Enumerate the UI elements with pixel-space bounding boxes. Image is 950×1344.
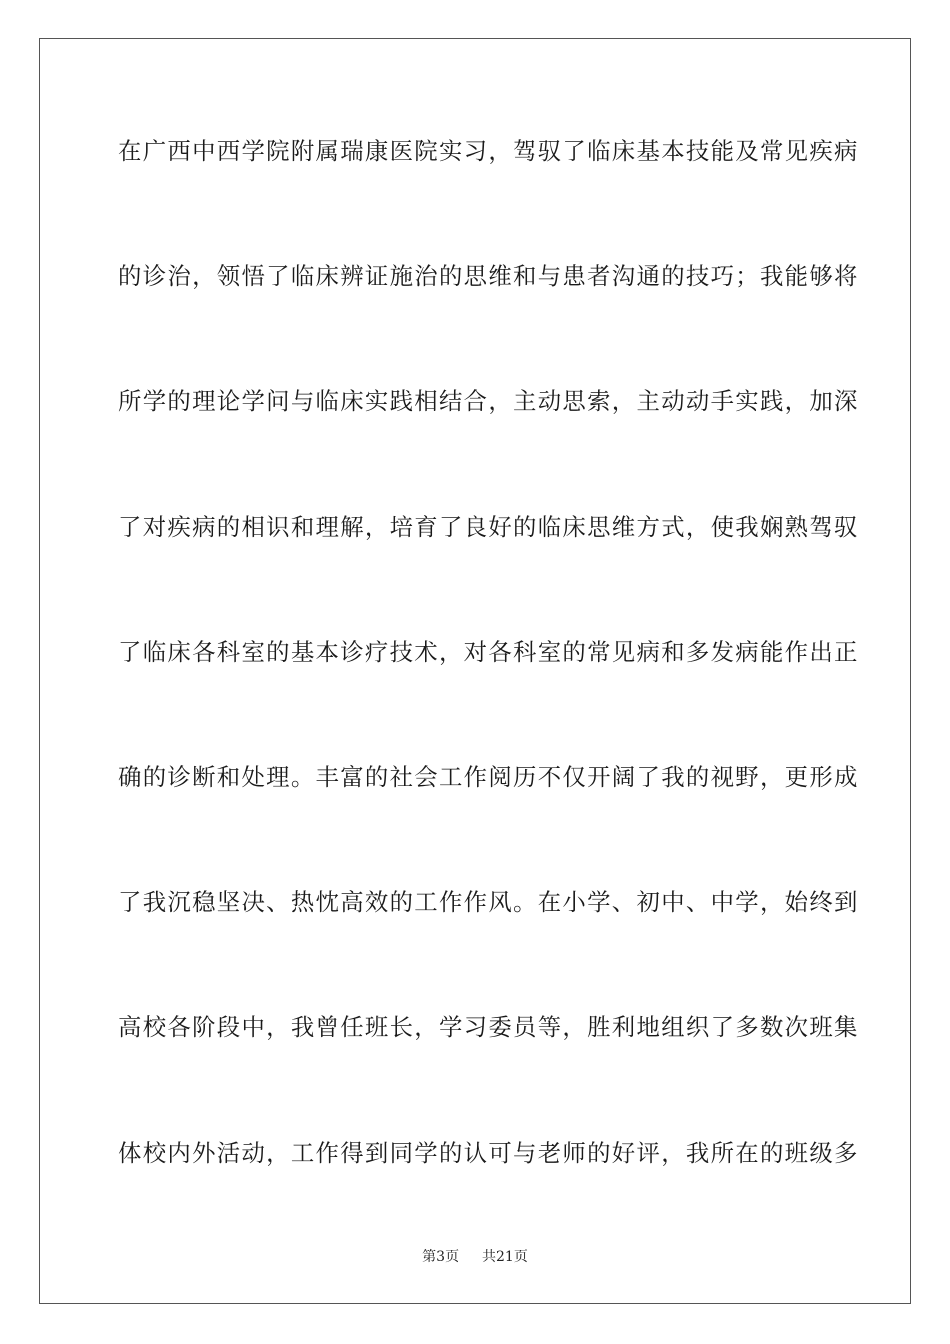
text-line: 的诊治，领悟了临床辨证施治的思维和与患者沟通的技巧；我能够将 [118,262,859,291]
text-line: 在广西中西学院附属瑞康医院实习，驾驭了临床基本技能及常见疾病 [118,137,859,165]
text-line: 所学的理论学问与临床实践相结合，主动思索，主动动手实践，加深 [118,387,859,416]
page-number: 第3页 [422,1249,460,1265]
page-footer [0,1246,950,1266]
document-body [118,120,859,1247]
text-line: 高校各阶段中，我曾任班长，学习委员等，胜利地组织了多数次班集 [118,1013,859,1042]
text-line: 确的诊断和处理。丰富的社会工作阅历不仅开阔了我的视野，更形成 [118,762,859,791]
page-total: 共21页 [482,1249,528,1265]
text-line: 了对疾病的相识和理解，培育了良好的临床思维方式，使我娴熟驾驭 [118,512,859,541]
text-line: 体校内外活动，工作得到同学的认可与老师的好评，我所在的班级多 [118,1138,859,1167]
text-line: 了我沉稳坚决、热忱高效的工作作风。在小学、初中、中学，始终到 [118,888,859,917]
text-line: 了临床各科室的基本诊疗技术，对各科室的常见病和多发病能作出正 [118,637,859,666]
